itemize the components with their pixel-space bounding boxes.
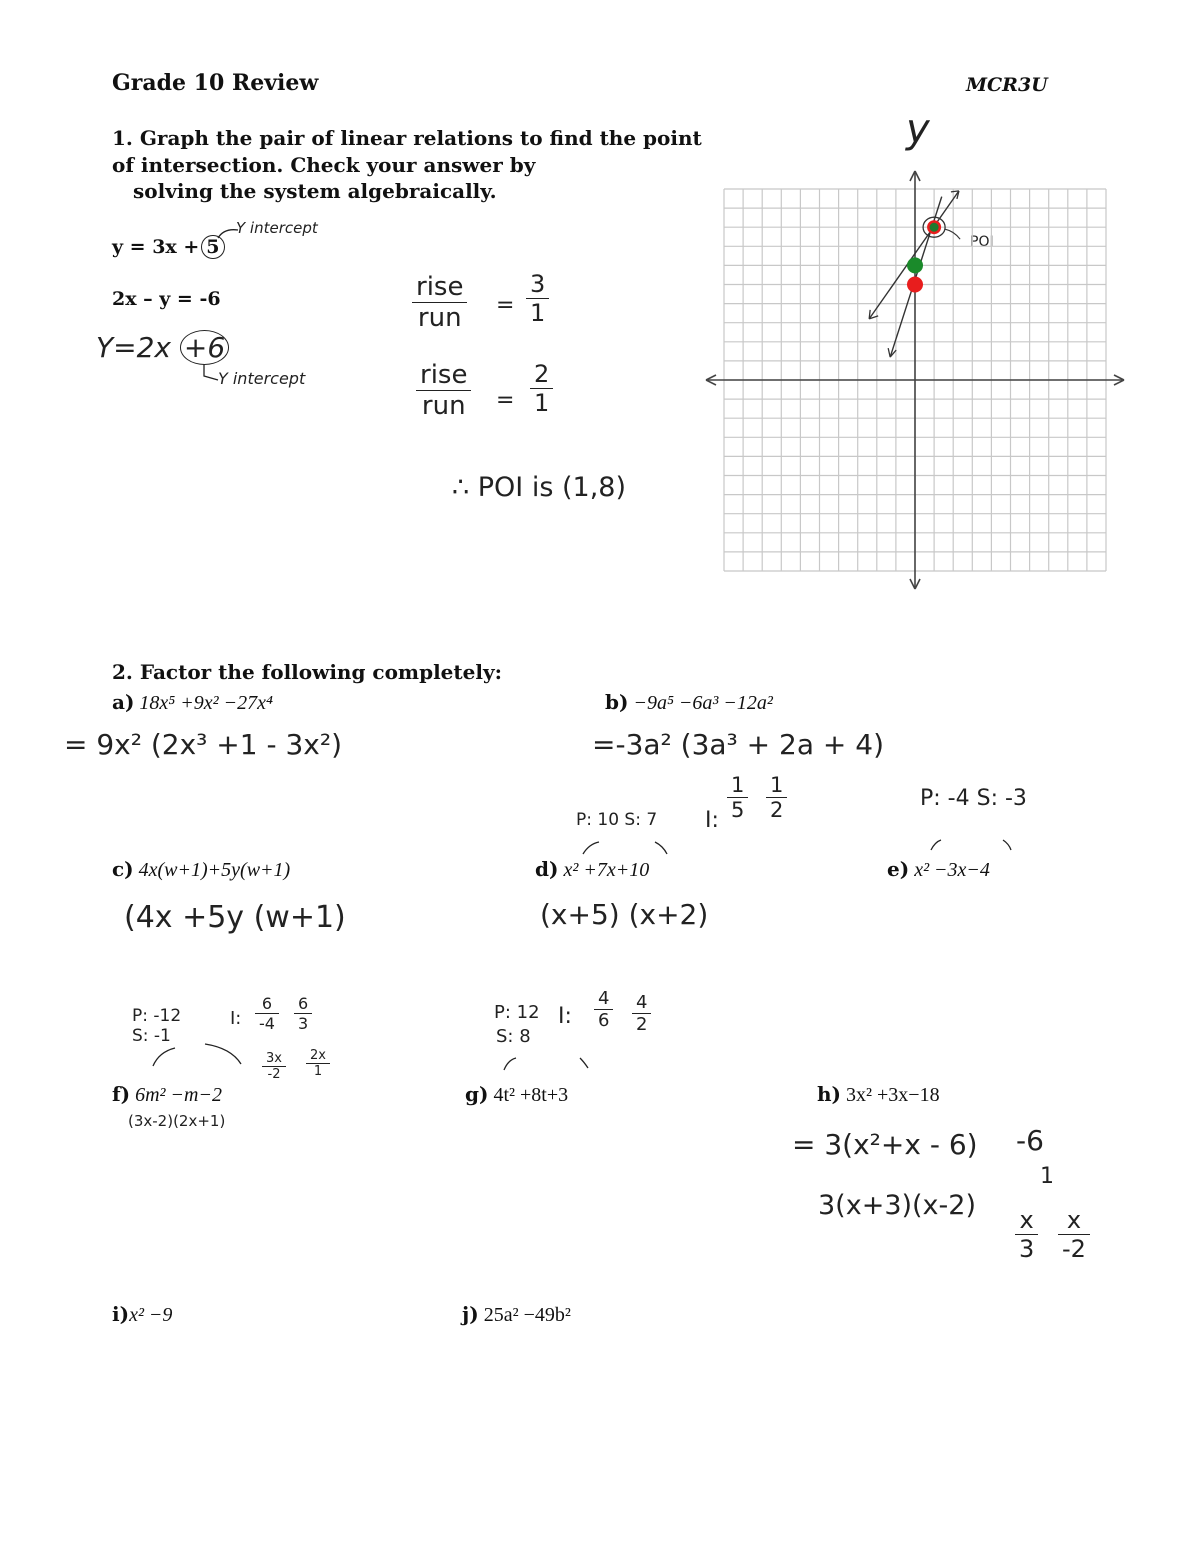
q2c-expression: 4x(w+1)+5y(w+1) [138, 859, 291, 881]
q1-slope-2 [416, 360, 471, 421]
q2g-product: P: 12 [494, 1002, 540, 1023]
q2d-expression: x² +7x+10 [563, 859, 650, 881]
q2f-i-label: I: [230, 1008, 242, 1029]
q2d-problem [535, 857, 649, 882]
q1-slope-value-1 [526, 270, 549, 327]
q1-equation-2: 2x – y = -6 [112, 288, 221, 310]
line-y-equals-2x-plus-6 [869, 191, 959, 319]
q2h-f1-den: 3 [1019, 1235, 1035, 1263]
q2f-f1-num: 6 [255, 994, 279, 1014]
q1-eq1-prefix: y = 3x + [112, 236, 200, 258]
q2h-f1-num: x [1015, 1206, 1038, 1235]
q2e-expression: x² −3x−4 [914, 859, 990, 881]
q2d-work: (x+5) (x+2) [540, 898, 709, 931]
q2j-label: j) [462, 1302, 479, 1326]
q2g-factor-2 [632, 992, 651, 1035]
point-y-intercept-5 [907, 277, 923, 293]
q2f-factor-3 [262, 1051, 286, 1082]
graph-y-axis-label: y [906, 106, 930, 152]
q2f-f1-den: -4 [259, 1014, 275, 1033]
q2g-f1-num: 4 [594, 988, 613, 1010]
q1-rewrite [96, 330, 229, 365]
q2f-f2-den: 3 [298, 1014, 309, 1033]
q2f-f3-num: 3x [262, 1051, 286, 1067]
q1-note-connector-1 [216, 226, 240, 240]
q2d-f1-num: 1 [727, 773, 748, 798]
q2e-arrows [925, 836, 1025, 858]
q2h-work-1: = 3(x²+x - 6) [792, 1128, 978, 1161]
q2i-problem [112, 1302, 172, 1327]
q1-slope1-den: 1 [530, 299, 546, 327]
q2h-work-2: 3(x+3)(x-2) [818, 1190, 976, 1221]
q2f-product: P: -12 [132, 1006, 182, 1026]
q2-title: 2. Factor the following completely: [112, 660, 502, 684]
q2i-label: i) [112, 1302, 130, 1326]
q2h-expression: 3x² +3x−18 [846, 1084, 940, 1106]
q1-prompt-line2: of intersection. Check your answer by [112, 153, 536, 177]
q2b-work: =-3a² (3a³ + 2a + 4) [592, 728, 885, 761]
q2d-i-label: I: [705, 808, 719, 833]
q2g-sum: S: 8 [496, 1026, 531, 1047]
q1-eq1-intercept: 5 [201, 235, 224, 259]
q1-equals-2: = [496, 388, 515, 413]
q2d-f2-den: 2 [770, 798, 784, 822]
q2f-factor-4 [306, 1048, 330, 1079]
q2e-product-sum: P: -4 S: -3 [920, 786, 1027, 811]
q2a-expression: 18x⁵ +9x² −27x⁴ [139, 692, 273, 714]
q2c-work: (4x +5y (w+1) [124, 900, 346, 935]
q2h-side-product: -6 [1016, 1124, 1044, 1157]
q1-rewrite-main: Y=2x [96, 331, 171, 364]
q1-run-1: run [417, 303, 462, 333]
q2g-problem [465, 1082, 568, 1107]
q2f-arrows [145, 1036, 255, 1072]
q2d-f2-num: 1 [766, 773, 787, 798]
q1-prompt-line1: 1. Graph the pair of linear relations to find the point [112, 126, 702, 150]
q2c-problem [112, 857, 290, 882]
q2g-arrows [498, 1054, 598, 1076]
q2h-factor-2 [1058, 1206, 1090, 1263]
q2d-label: d) [535, 857, 559, 881]
q2f-problem [112, 1082, 222, 1107]
q1-rewrite-intercept: +6 [180, 330, 229, 365]
q1-prompt-line3: solving the system algebraically. [133, 179, 497, 203]
q2a-problem [112, 690, 273, 715]
graph-poi-label: POI [970, 234, 994, 250]
q2g-f2-den: 2 [636, 1014, 648, 1035]
q2f-f3-den: -2 [267, 1067, 281, 1082]
q2f-work: (3x-2)(2x+1) [128, 1112, 226, 1130]
q2i-expression: x² −9 [129, 1304, 173, 1326]
q2h-f2-den: -2 [1062, 1235, 1086, 1263]
q2d-factor-1 [727, 773, 748, 822]
q2e-label: e) [887, 857, 910, 881]
coordinate-grid [700, 165, 1130, 595]
q2e-problem [887, 857, 990, 882]
q2g-f2-num: 4 [632, 992, 651, 1014]
q2h-factor-1 [1015, 1206, 1038, 1263]
q2b-expression: −9a⁵ −6a³ −12a² [633, 692, 773, 714]
q2f-factor-1 [255, 994, 279, 1033]
q2h-label: h) [817, 1082, 842, 1106]
q1-y-intercept-note-2: Y intercept [218, 369, 306, 388]
q2g-factor-1 [594, 988, 613, 1031]
q2j-expression: 25a² −49b² [483, 1304, 571, 1326]
q1-note-connector-2 [200, 362, 222, 384]
q2g-f1-den: 6 [598, 1010, 610, 1031]
q2f-sum: S: -1 [132, 1026, 171, 1046]
q2a-work: = 9x² (2x³ +1 - 3x²) [64, 728, 343, 761]
page-title: Grade 10 Review [112, 70, 319, 96]
q2f-f2-num: 6 [294, 994, 312, 1014]
q2f-f4-den: 1 [313, 1064, 323, 1079]
q2f-f4-num: 2x [306, 1048, 330, 1064]
q2f-expression: 6m² −m−2 [135, 1084, 222, 1106]
q2c-label: c) [112, 857, 134, 881]
q2f-label: f) [112, 1082, 131, 1106]
q1-y-intercept-note-1: Y intercept [236, 219, 318, 237]
q1-equation-1 [112, 235, 225, 259]
q2d-product-sum: P: 10 S: 7 [576, 810, 658, 830]
q2g-i-label: I: [558, 1004, 572, 1029]
q2b-label: b) [605, 690, 629, 714]
q2g-label: g) [465, 1082, 489, 1106]
q1-rise-2: rise [416, 360, 471, 391]
q2f-factor-2 [294, 994, 312, 1033]
q1-slope1-num: 3 [526, 270, 549, 299]
q1-slope-value-2 [530, 360, 553, 417]
poi-label-connector [945, 229, 960, 239]
point-y-intercept-6 [907, 257, 923, 273]
q1-rise-1: rise [412, 272, 467, 303]
q1-slope2-den: 1 [534, 389, 550, 417]
q2d-f1-den: 5 [731, 798, 745, 822]
q2j-problem [462, 1302, 571, 1327]
point-poi-green [930, 223, 939, 232]
q2a-label: a) [112, 690, 135, 714]
q1-run-2: run [421, 391, 466, 421]
q2d-factor-2 [766, 773, 787, 822]
q1-slope-1 [412, 272, 467, 333]
q2g-expression: 4t² +8t+3 [493, 1084, 569, 1106]
q2h-side-sum: 1 [1040, 1164, 1054, 1189]
course-code: MCR3U [966, 74, 1048, 96]
q2h-f2-num: x [1058, 1206, 1090, 1235]
q2b-problem [605, 690, 773, 715]
q1-conclusion: ∴ POI is (1,8) [452, 472, 626, 503]
q1-slope2-num: 2 [530, 360, 553, 389]
q2h-problem [817, 1082, 940, 1107]
q1-equals-1: = [496, 293, 515, 318]
